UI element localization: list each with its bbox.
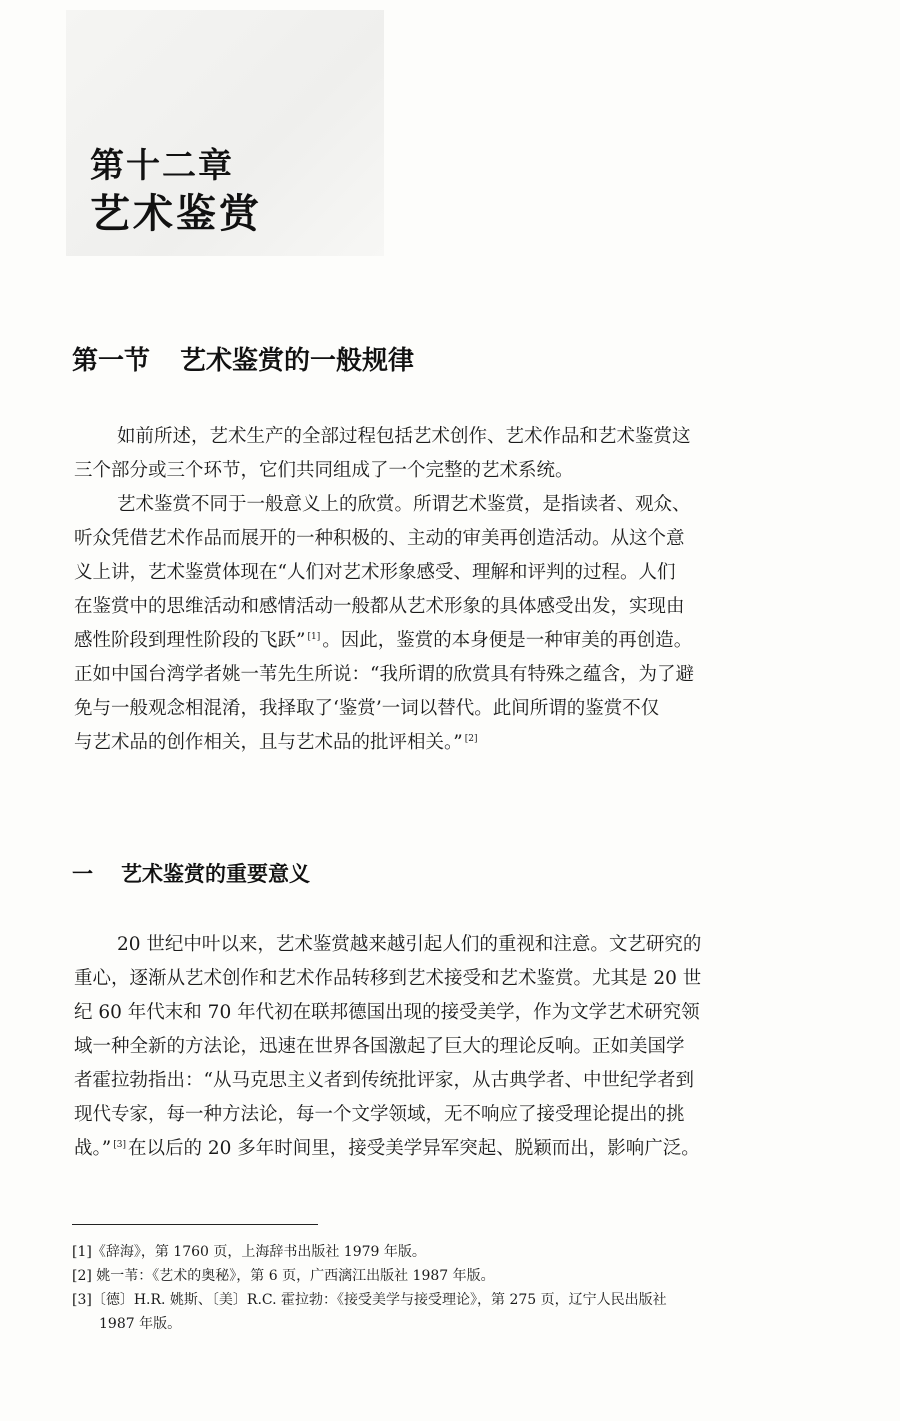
paragraph-line: 如前所述，艺术生产的全部过程包括艺术创作、艺术作品和艺术鉴赏这 [117,426,691,447]
paragraph-line: 义上讲，艺术鉴赏体现在“人们对艺术形象感受、理解和评判的过程。人们 [74,562,676,583]
paragraph-text: 在以后的 20 多年时间里，接受美学异军突起、脱颖而出，影响广泛。 [127,1138,700,1159]
subsection-number: 一 [72,862,93,886]
paragraph-line: 域一种全新的方法论，迅速在世界各国激起了巨大的理论反响。正如美国学 [74,1036,685,1057]
paragraph-line [74,726,814,760]
paragraph-1 [74,420,814,488]
subsection-title: 艺术鉴赏的重要意义 [121,862,310,886]
subsection-heading [72,858,310,888]
paragraph-line: 纪 60 年代末和 70 年代初在联邦德国出现的接受美学，作为文学艺术研究领 [74,1002,700,1023]
section-number: 第一节 [72,346,151,376]
paragraph-text: 战。” [74,1138,112,1159]
paragraph-line: 重心，逐渐从艺术创作和艺术作品转移到艺术接受和艺术鉴赏。尤其是 20 世 [74,968,702,989]
paragraph-line: 现代专家，每一种方法论，每一个文学领域，无不响应了接受理论提出的挑 [74,1104,685,1125]
paragraph-text: 与艺术品的创作相关，且与艺术品的批评相关。” [74,732,463,753]
footnote-ref-2[interactable]: [2] [464,733,478,744]
footnote-divider [72,1224,318,1225]
footnote-1: [1]《辞海》，第 1760 页，上海辞书出版社 1979 年版。 [72,1244,426,1260]
paragraph-line [74,1132,814,1166]
section-title: 艺术鉴赏的一般规律 [180,346,415,376]
footnote-3-continuation: 1987 年版。 [99,1316,182,1332]
paragraph-line: 者霍拉勃指出：“从马克思主义者到传统批评家，从古典学者、中世纪学者到 [74,1070,694,1091]
paragraph-line: 20 世纪中叶以来，艺术鉴赏越来越引起人们的重视和注意。文艺研究的 [117,934,702,955]
footnotes [72,1240,812,1336]
footnote-3: [3]〔德〕H.R. 姚斯、〔美〕R.C. 霍拉勃：《接受美学与接受理论》，第 275 页，辽宁人民出版社 [72,1292,667,1308]
footnote-ref-1[interactable]: [1] [307,631,321,642]
paragraph-3 [74,928,814,1166]
section-heading [72,340,414,377]
paragraph-line: 正如中国台湾学者姚一苇先生所说：“我所谓的欣赏具有特殊之蕴含，为了避 [74,664,694,685]
paragraph-line: 三个部分或三个环节，它们共同组成了一个完整的艺术系统。 [74,460,574,481]
footnote-ref-3[interactable]: [3] [113,1139,126,1150]
chapter-title: 艺术鉴赏 [90,191,262,237]
chapter-number: 第十二章 [90,146,234,186]
paragraph-text: 感性阶段到理性阶段的飞跃” [74,630,306,651]
paragraph-line: 在鉴赏中的思维活动和感情活动一般都从艺术形象的具体感受出发，实现由 [74,596,685,617]
paragraph-line: 免与一般观念相混淆，我择取了‘鉴赏’一词以替代。此间所谓的鉴赏不仅 [74,698,660,719]
paragraph-2 [74,488,814,760]
paragraph-text: 。因此，鉴赏的本身便是一种审美的再创造。 [322,630,693,651]
footnote-2: [2] 姚一苇：《艺术的奥秘》，第 6 页，广西漓江出版社 1987 年版。 [72,1268,495,1284]
paragraph-line: 听众凭借艺术作品而展开的一种积极的、主动的审美再创造活动。从这个意 [74,528,685,549]
paragraph-line: 艺术鉴赏不同于一般意义上的欣赏。所谓艺术鉴赏，是指读者、观众、 [117,494,691,515]
paragraph-line [74,624,814,658]
